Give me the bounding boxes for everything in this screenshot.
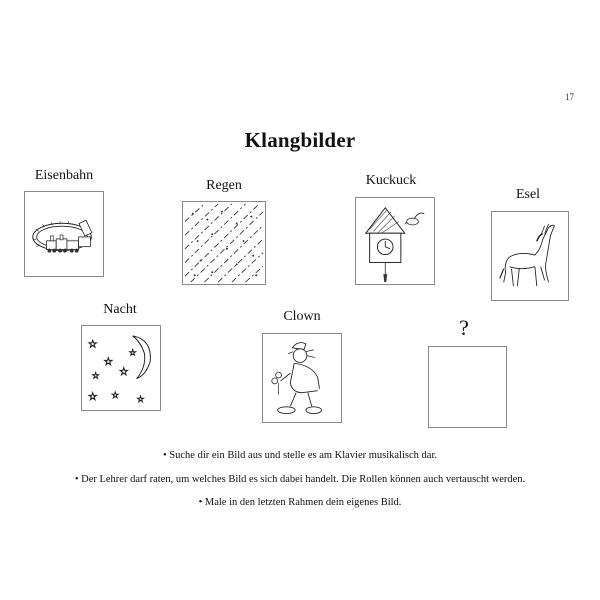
page-number: 17 xyxy=(565,92,574,102)
instruction-3: • Male in den letzten Rahmen dein eigenes Bild. xyxy=(198,497,402,508)
label-clown: Clown xyxy=(283,309,321,324)
svg-text:☆: ☆ xyxy=(87,390,98,404)
svg-text:☆: ☆ xyxy=(91,371,100,382)
train-icon xyxy=(25,192,103,276)
instruction-1: • Suche dir ein Bild aus und stelle es am Klavier musikalisch dar. xyxy=(163,450,437,461)
night-moon-stars-icon xyxy=(82,326,160,410)
picture-frame-clown xyxy=(262,333,342,423)
picture-frame-regen xyxy=(182,201,266,285)
donkey-icon xyxy=(492,212,568,300)
picture-frame-kuckuck xyxy=(355,197,435,285)
empty-drawing-frame xyxy=(428,346,507,428)
svg-text:☆: ☆ xyxy=(128,348,137,359)
picture-frame-nacht xyxy=(81,325,161,411)
svg-text:☆: ☆ xyxy=(119,364,129,378)
svg-text:☆: ☆ xyxy=(111,391,120,402)
page-title: Klangbilder xyxy=(244,128,356,152)
svg-text:☆: ☆ xyxy=(136,395,145,406)
instruction-2: • Der Lehrer darf raten, um welches Bild es sich dabei handelt. Die Rollen können auch vertauscht werden. xyxy=(74,474,526,485)
cuckoo-clock-icon xyxy=(356,198,434,284)
question-mark-label: ? xyxy=(459,315,469,340)
label-nacht: Nacht xyxy=(103,302,137,317)
picture-frame-esel xyxy=(491,211,569,301)
svg-text:☆: ☆ xyxy=(87,337,98,351)
label-eisenbahn: Eisenbahn xyxy=(34,168,94,183)
label-esel: Esel xyxy=(515,187,541,202)
rain-icon xyxy=(183,202,265,284)
label-kuckuck: Kuckuck xyxy=(365,173,417,188)
label-regen: Regen xyxy=(206,178,242,193)
picture-frame-eisenbahn xyxy=(24,191,104,277)
svg-text:☆: ☆ xyxy=(103,355,114,369)
clown-icon xyxy=(263,334,341,422)
